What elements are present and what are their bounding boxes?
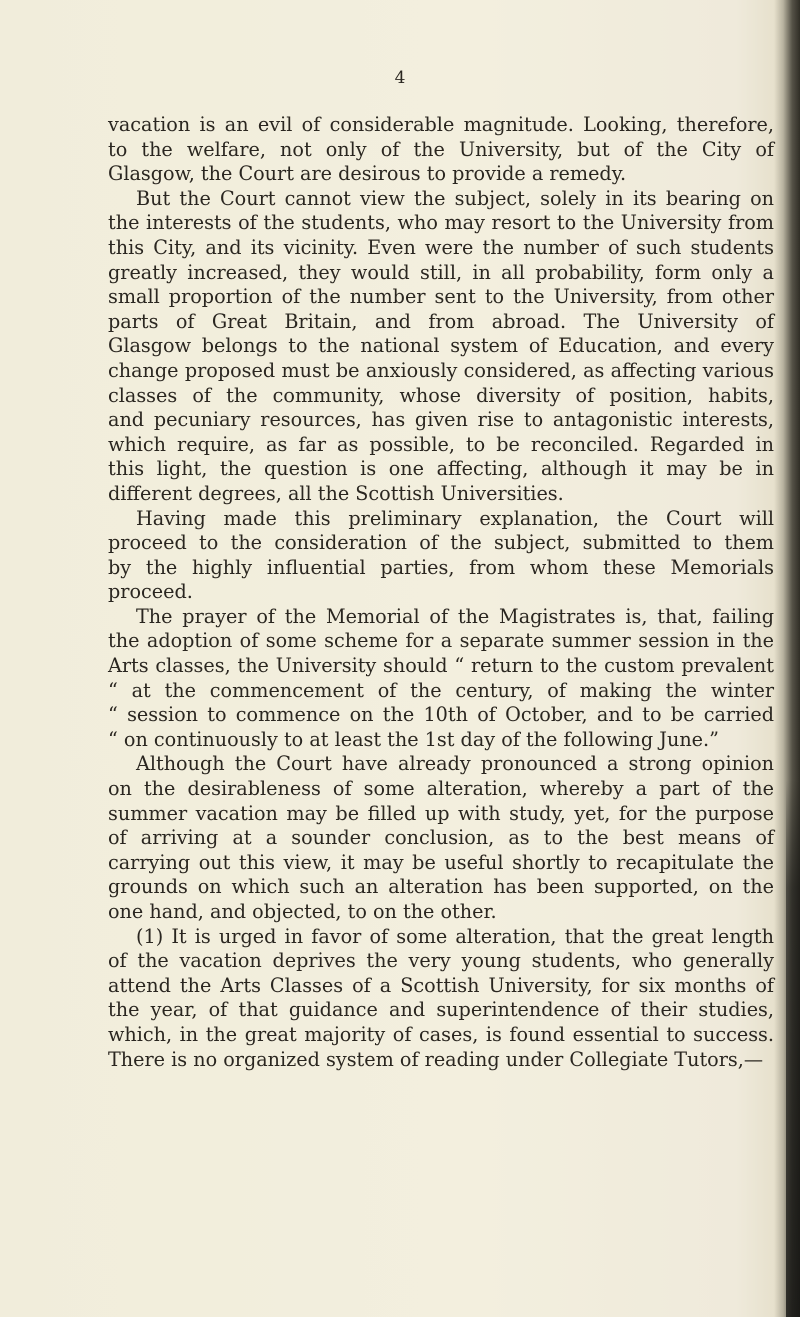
text-line: on the desirableness of some alteration, whereby a part of the bbox=[108, 777, 774, 801]
body-text bbox=[108, 113, 774, 1072]
text-line: small proportion of the number sent to the University, from other bbox=[108, 285, 774, 309]
text-line: carrying out this view, it may be useful shortly to recapitulate the bbox=[108, 850, 774, 874]
text-line: proceed to the consideration of the subject, submitted to them bbox=[108, 531, 774, 555]
text-line: grounds on which such an alteration has been supported, on the bbox=[108, 875, 774, 899]
text-line: “ at the commencement of the century, of making the winter bbox=[108, 678, 774, 702]
text-line: The prayer of the Memorial of the Magistrates is, that, failing bbox=[136, 604, 774, 628]
text-line: one hand, and objected, to on the other. bbox=[108, 900, 497, 923]
text-line: of arriving at a sounder conclusion, as to the best means of bbox=[108, 826, 774, 850]
text-line: Having made this preliminary explanation, the Court will bbox=[136, 506, 774, 530]
text-line: There is no organized system of reading under Collegiate Tutors,— bbox=[108, 1047, 764, 1071]
text-line: which, in the great majority of cases, is found essential to success. bbox=[108, 1022, 774, 1046]
text-line: attend the Arts Classes of a Scottish University, for six months of bbox=[108, 973, 774, 997]
text-line: different degrees, all the Scottish Universities. bbox=[108, 481, 564, 505]
text-line: this City, and its vicinity. Even were the number of such students bbox=[108, 235, 774, 259]
text-line: greatly increased, they would still, in all probability, form only a bbox=[108, 260, 774, 284]
text-line: parts of Great Britain, and from abroad. The University of bbox=[108, 309, 774, 333]
text-line: Glasgow belongs to the national system of Education, and every bbox=[108, 334, 774, 358]
text-line: change proposed must be anxiously considered, as affecting various bbox=[108, 358, 774, 382]
text-line: summer vacation may be filled up with study, yet, for the purpose bbox=[108, 801, 774, 825]
text-line: But the Court cannot view the subject, solely in its bearing on bbox=[136, 186, 774, 210]
text-line: and pecuniary resources, has given rise to antagonistic interests, bbox=[108, 408, 774, 432]
text-line: (1) It is urged in favor of some alteration, that the great length bbox=[136, 924, 774, 948]
text-line: Glasgow, the Court are desirous to provide a remedy. bbox=[108, 162, 627, 186]
text-line: to the welfare, not only of the University, but of the City of bbox=[108, 137, 774, 161]
text-line: classes of the community, whose diversity of position, habits, bbox=[108, 383, 774, 407]
text-line: this light, the question is one affecting, although it may be in bbox=[108, 457, 774, 481]
text-line: proceed. bbox=[108, 580, 193, 604]
text-line: vacation is an evil of considerable magnitude. Looking, therefore, bbox=[108, 113, 774, 136]
text-line: Although the Court have already pronounced a strong opinion bbox=[136, 752, 774, 776]
page-number: 4 bbox=[394, 68, 406, 88]
text-line: the year, of that guidance and superintendence of their studies, bbox=[108, 998, 774, 1022]
page-edge-shadow-lower bbox=[786, 780, 800, 1317]
text-line: the adoption of some scheme for a separate summer session in the bbox=[108, 629, 774, 653]
text-line: of the vacation deprives the very young students, who generally bbox=[108, 949, 774, 973]
text-line: by the highly influential parties, from whom these Memorials bbox=[108, 555, 774, 579]
text-line: Arts classes, the University should “ return to the custom prevalent bbox=[108, 654, 774, 678]
text-line: “ on continuously to at least the 1st day of the following June.” bbox=[108, 727, 719, 751]
text-line: the interests of the students, who may resort to the University from bbox=[108, 211, 774, 235]
text-line: “ session to commence on the 10th of October, and to be carried bbox=[108, 703, 774, 727]
text-line: which require, as far as possible, to be reconciled. Regarded in bbox=[108, 432, 774, 456]
